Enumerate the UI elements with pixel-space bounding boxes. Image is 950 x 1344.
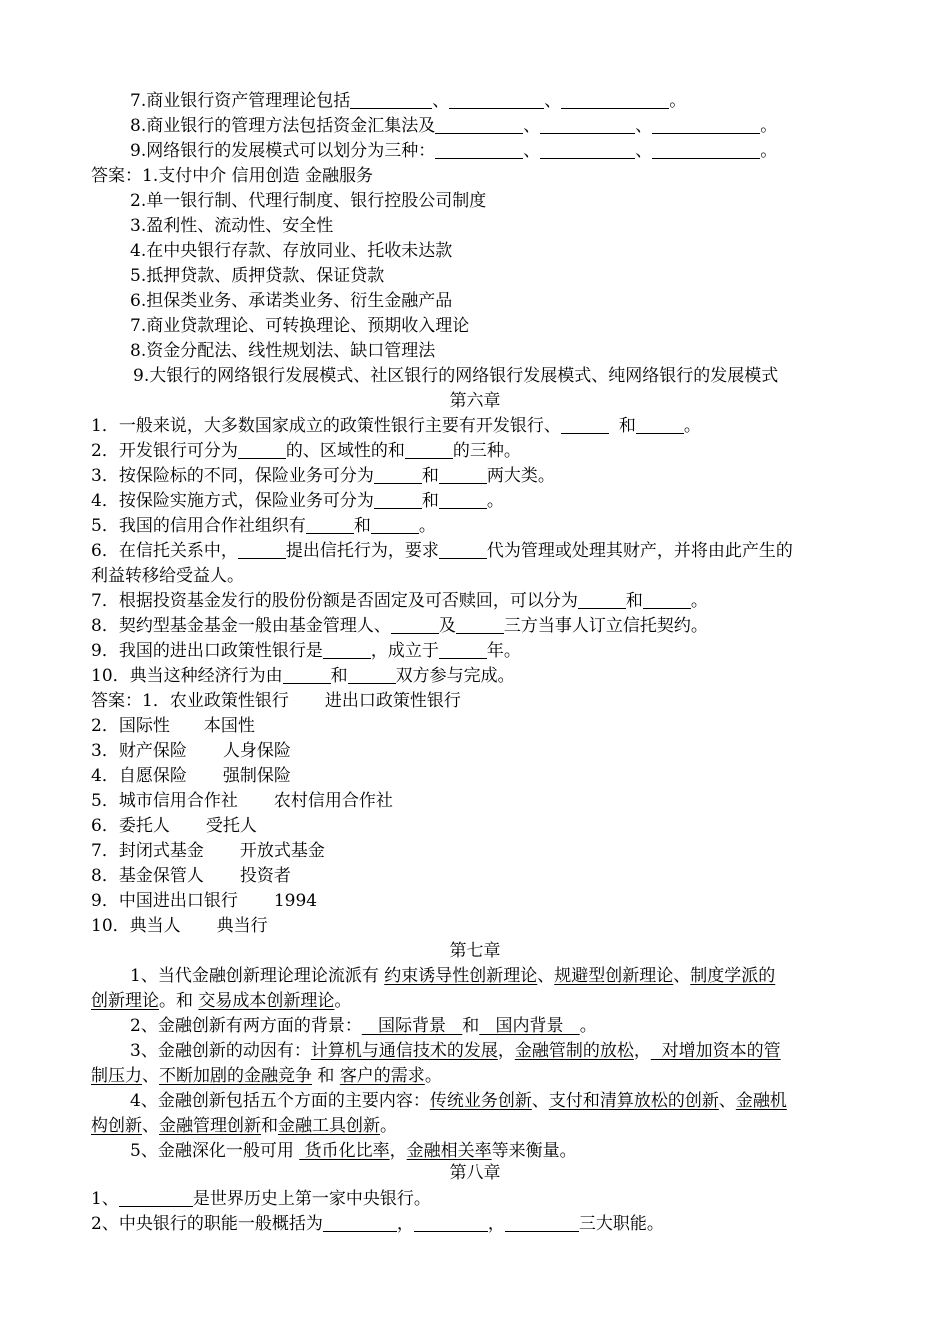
question-text: 1．一般来说，大多数国家成立的政策性银行主要有开发银行、 xyxy=(91,416,561,436)
answer-blank[interactable] xyxy=(652,116,760,134)
answer-text: 受托人 xyxy=(205,816,257,836)
answer-blank[interactable] xyxy=(643,591,691,609)
separator: ， xyxy=(487,1214,505,1234)
answer-blank[interactable] xyxy=(636,416,684,434)
answer-blank[interactable] xyxy=(414,1214,488,1232)
ch6-question-6 xyxy=(91,539,793,563)
separator: 、 xyxy=(142,1066,159,1086)
ch6-question-8 xyxy=(91,614,708,638)
answer-blank[interactable] xyxy=(405,441,453,459)
answer-blank[interactable] xyxy=(283,666,331,684)
question-text: 1、 xyxy=(91,1189,119,1209)
question-text: 3．按保险标的不同，保险业务可分为 xyxy=(91,466,374,486)
period: 。 xyxy=(579,1016,597,1036)
chapter-title: 第六章 xyxy=(449,391,501,411)
answer-line: 5.抵押贷款、质押贷款、保证贷款 xyxy=(130,266,385,286)
ch5-question-8 xyxy=(130,114,777,138)
answer-blank[interactable] xyxy=(540,116,635,134)
filled-answer: 金融工具创新 xyxy=(278,1116,380,1136)
question-text: 7．根据投资基金发行的股份份额是否固定及可否赎回，可以分为 xyxy=(91,591,578,611)
question-text: 的、区域性的和 xyxy=(285,441,405,461)
question-text: 10．典当这种经济行为由 xyxy=(91,666,283,686)
ch6-answer-5 xyxy=(91,789,393,813)
ch6-question-7 xyxy=(91,589,708,613)
filled-answer: 交易成本创新理论 xyxy=(198,991,335,1011)
question-text: 2、中央银行的职能一般概括为 xyxy=(91,1214,323,1234)
answer-blank[interactable] xyxy=(323,1214,397,1232)
separator: ， xyxy=(633,1041,651,1061)
answer-line: 3.盈利性、流动性、安全性 xyxy=(130,216,334,236)
ch6-question-10 xyxy=(91,664,515,688)
answer-blank[interactable] xyxy=(119,1189,193,1207)
separator: 、 xyxy=(142,1116,159,1136)
question-text: 2、金融创新有两方面的背景： xyxy=(130,1016,362,1036)
period: 。 xyxy=(424,1066,442,1086)
answer-blank[interactable] xyxy=(505,1214,579,1232)
answer-text: 3．财产保险 xyxy=(91,741,187,761)
answer-blank[interactable] xyxy=(456,616,504,634)
answer-blank[interactable] xyxy=(561,91,669,109)
ch7-paragraph-2 xyxy=(130,1014,597,1038)
answer-blank[interactable] xyxy=(449,91,544,109)
separator: ， xyxy=(389,1141,407,1161)
ch6-question-6-continued: 利益转移给受益人。 xyxy=(91,566,244,586)
question-text: 两大类。 xyxy=(486,466,555,486)
filled-answer: 支付和清算放松的创新 xyxy=(548,1091,719,1111)
answer-blank[interactable] xyxy=(348,666,396,684)
question-text: 及 xyxy=(438,616,456,636)
ch5-question-7 xyxy=(130,89,686,113)
question-text: 和 xyxy=(462,1016,480,1036)
question-text: 和 xyxy=(625,591,643,611)
separator: 、 xyxy=(523,141,541,161)
filled-answer: 国际背景 xyxy=(361,1016,463,1036)
ch7-paragraph-1 xyxy=(130,964,775,988)
question-text: 5、金融深化一般可用 xyxy=(130,1141,300,1161)
ch8-question-1 xyxy=(91,1187,431,1211)
period: 。 xyxy=(334,991,352,1011)
ch6-answer-1 xyxy=(91,689,461,713)
period: 。 xyxy=(418,516,436,536)
question-text: 和 xyxy=(353,516,371,536)
question-text: 和 xyxy=(261,1116,278,1136)
ch5-question-9 xyxy=(130,139,777,163)
ch7-paragraph-4 xyxy=(130,1089,787,1113)
ch6-question-1 xyxy=(91,414,701,438)
filled-answer: 传统业务创新 xyxy=(429,1091,532,1111)
separator: 、 xyxy=(523,116,541,136)
answer-blank[interactable] xyxy=(323,641,371,659)
filled-answer: 金融管理创新 xyxy=(159,1116,261,1136)
answer-text: 典当行 xyxy=(216,916,268,936)
filled-answer: 货币化比率 xyxy=(299,1141,390,1161)
filled-answer: 规避型创新理论 xyxy=(554,966,674,986)
ch6-answer-9 xyxy=(91,889,317,913)
period: 。 xyxy=(380,1116,397,1136)
filled-answer: 制压力 xyxy=(91,1066,142,1086)
ch7-paragraph-3-continued xyxy=(91,1064,442,1088)
ch6-question-9 xyxy=(91,639,521,663)
chapter-title: 第八章 xyxy=(449,1163,501,1183)
separator: 、 xyxy=(718,1091,736,1111)
separator: 、 xyxy=(673,966,691,986)
period: 。 xyxy=(683,416,701,436)
question-text: 和 xyxy=(312,1066,340,1086)
answer-blank[interactable] xyxy=(578,591,626,609)
answer-blank[interactable] xyxy=(238,541,286,559)
ch6-question-4 xyxy=(91,489,504,513)
separator: 、 xyxy=(635,141,653,161)
question-text: 1、当代金融创新理论理论流派有 xyxy=(130,966,385,986)
filled-answer: 构创新 xyxy=(91,1116,142,1136)
answer-blank[interactable] xyxy=(435,116,523,134)
period: 。 xyxy=(760,141,778,161)
ch7-paragraph-3 xyxy=(130,1039,781,1063)
question-text: 8．契约型基金基金一般由基金管理人、 xyxy=(91,616,391,636)
period: 。 xyxy=(690,591,708,611)
answer-blank[interactable] xyxy=(435,141,523,159)
answer-text: 5．城市信用合作社 xyxy=(91,791,238,811)
answer-text: 答案：1．农业政策性银行 xyxy=(91,691,289,711)
answer-blank[interactable] xyxy=(439,541,487,559)
ch6-answer-7 xyxy=(91,839,325,863)
filled-answer: 计算机与通信技术的发展 xyxy=(310,1041,498,1061)
question-text: 9.网络银行的发展模式可以划分为三种： xyxy=(130,141,436,161)
separator: 、 xyxy=(544,91,562,111)
separator: 、 xyxy=(531,1091,549,1111)
answer-blank[interactable] xyxy=(439,491,487,509)
answer-line: 7.商业贷款理论、可转换理论、预期收入理论 xyxy=(130,316,470,336)
answer-text: 开放式基金 xyxy=(239,841,325,861)
filled-answer: 客户的需求 xyxy=(339,1066,425,1086)
answer-line: 9.大银行的网络银行发展模式、社区银行的网络银行发展模式、纯网络银行的发展模式 xyxy=(133,366,779,386)
answer-text: 农村信用合作社 xyxy=(273,791,393,811)
period: 。 xyxy=(486,491,504,511)
ch6-question-5 xyxy=(91,514,436,538)
filled-answer: 金融机 xyxy=(735,1091,787,1111)
answer-blank[interactable] xyxy=(371,516,419,534)
question-text: 3、金融创新的动因有： xyxy=(130,1041,311,1061)
question-text: 三方当事人订立信托契约。 xyxy=(503,616,708,636)
question-text: 提出信托行为，要求 xyxy=(285,541,439,561)
answer-line: 答案：1.支付中介 信用创造 金融服务 xyxy=(91,166,374,186)
question-text: 三大职能。 xyxy=(578,1214,664,1234)
ch7-paragraph-5 xyxy=(130,1139,577,1163)
answer-line: 2.单一银行制、代理行制度、银行控股公司制度 xyxy=(130,191,487,211)
answer-text: 人身保险 xyxy=(222,741,291,761)
answer-blank[interactable] xyxy=(350,91,432,109)
question-text: 8.商业银行的管理方法包括资金汇集法及 xyxy=(130,116,436,136)
answer-line: 6.担保类业务、承诺类业务、衍生金融产品 xyxy=(130,291,453,311)
filled-answer: 制度学派的 xyxy=(690,966,776,986)
answer-text: 7．封闭式基金 xyxy=(91,841,204,861)
question-text: 的三种。 xyxy=(452,441,521,461)
answer-blank[interactable] xyxy=(374,466,422,484)
ch6-answer-2 xyxy=(91,714,255,738)
question-text: 2．开发银行可分为 xyxy=(91,441,238,461)
separator: ， xyxy=(396,1214,414,1234)
ch6-answer-4 xyxy=(91,764,291,788)
answer-blank[interactable] xyxy=(391,616,439,634)
question-text: ，成立于 xyxy=(370,641,439,661)
filled-answer: 创新理论 xyxy=(91,991,159,1011)
answer-blank[interactable] xyxy=(652,141,760,159)
question-text: 4．按保险实施方式，保险业务可分为 xyxy=(91,491,374,511)
answer-blank[interactable] xyxy=(439,466,487,484)
question-text: 等来衡量。 xyxy=(491,1141,577,1161)
ch6-question-2 xyxy=(91,439,521,463)
filled-answer: 对增加资本的管 xyxy=(650,1041,781,1061)
answer-blank[interactable] xyxy=(439,641,487,659)
separator: 、 xyxy=(432,91,450,111)
answer-text: 9．中国进出口银行 xyxy=(91,891,238,911)
separator: 、 xyxy=(635,116,653,136)
answer-line: 8.资金分配法、线性规划法、缺口管理法 xyxy=(130,341,436,361)
answer-blank[interactable] xyxy=(374,491,422,509)
question-text: 6．在信托关系中， xyxy=(91,541,238,561)
ch8-question-2 xyxy=(91,1212,664,1236)
separator: 、 xyxy=(537,966,555,986)
separator: ， xyxy=(497,1041,515,1061)
period: 。 xyxy=(760,116,778,136)
question-text: 和 xyxy=(421,466,439,486)
answer-line: 4.在中央银行存款、存放同业、托收未达款 xyxy=(130,241,453,261)
chapter-title: 第七章 xyxy=(449,941,501,961)
answer-text: 强制保险 xyxy=(222,766,291,786)
question-text: 9．我国的进出口政策性银行是 xyxy=(91,641,323,661)
question-text: 和 xyxy=(618,416,636,436)
period: 。 xyxy=(669,91,687,111)
ch6-question-3 xyxy=(91,464,555,488)
answer-text: 2．国际性 xyxy=(91,716,170,736)
answer-blank[interactable] xyxy=(540,141,635,159)
question-text: 和 xyxy=(330,666,348,686)
answer-text: 4．自愿保险 xyxy=(91,766,187,786)
ch6-answer-8 xyxy=(91,864,291,888)
question-text: 是世界历史上第一家中央银行。 xyxy=(192,1189,431,1209)
question-text: 双方参与完成。 xyxy=(395,666,515,686)
answer-text: 8．基金保管人 xyxy=(91,866,204,886)
ch7-paragraph-1-continued xyxy=(91,989,351,1013)
filled-answer: 金融相关率 xyxy=(406,1141,492,1161)
filled-answer: 不断加剧的金融竞争 xyxy=(159,1066,312,1086)
answer-blank[interactable] xyxy=(238,441,286,459)
question-text: 代为管理或处理其财产，并将由此产生的 xyxy=(486,541,793,561)
filled-answer: 金融管制的放松 xyxy=(514,1041,634,1061)
question-text: 5．我国的信用合作社组织有 xyxy=(91,516,306,536)
answer-text: 本国性 xyxy=(203,716,255,736)
question-text: 年。 xyxy=(486,641,521,661)
question-text: 和 xyxy=(421,491,439,511)
answer-blank[interactable] xyxy=(306,516,354,534)
answer-text: 6．委托人 xyxy=(91,816,170,836)
answer-text: 1994 xyxy=(273,891,318,911)
answer-text: 投资者 xyxy=(239,866,291,886)
question-text: 4、金融创新包括五个方面的主要内容： xyxy=(130,1091,430,1111)
ch7-paragraph-4-continued xyxy=(91,1114,397,1138)
question-text: 7.商业银行资产管理理论包括 xyxy=(130,91,351,111)
filled-answer: 国内背景 xyxy=(479,1016,580,1036)
answer-text: 进出口政策性银行 xyxy=(324,691,461,711)
filled-answer: 约束诱导性创新理论 xyxy=(384,966,538,986)
ch6-answer-10 xyxy=(91,914,268,938)
ch6-answer-6 xyxy=(91,814,257,838)
separator: 。和 xyxy=(159,991,199,1011)
ch6-answer-3 xyxy=(91,739,291,763)
answer-blank[interactable] xyxy=(561,416,609,434)
answer-text: 10．典当人 xyxy=(91,916,181,936)
